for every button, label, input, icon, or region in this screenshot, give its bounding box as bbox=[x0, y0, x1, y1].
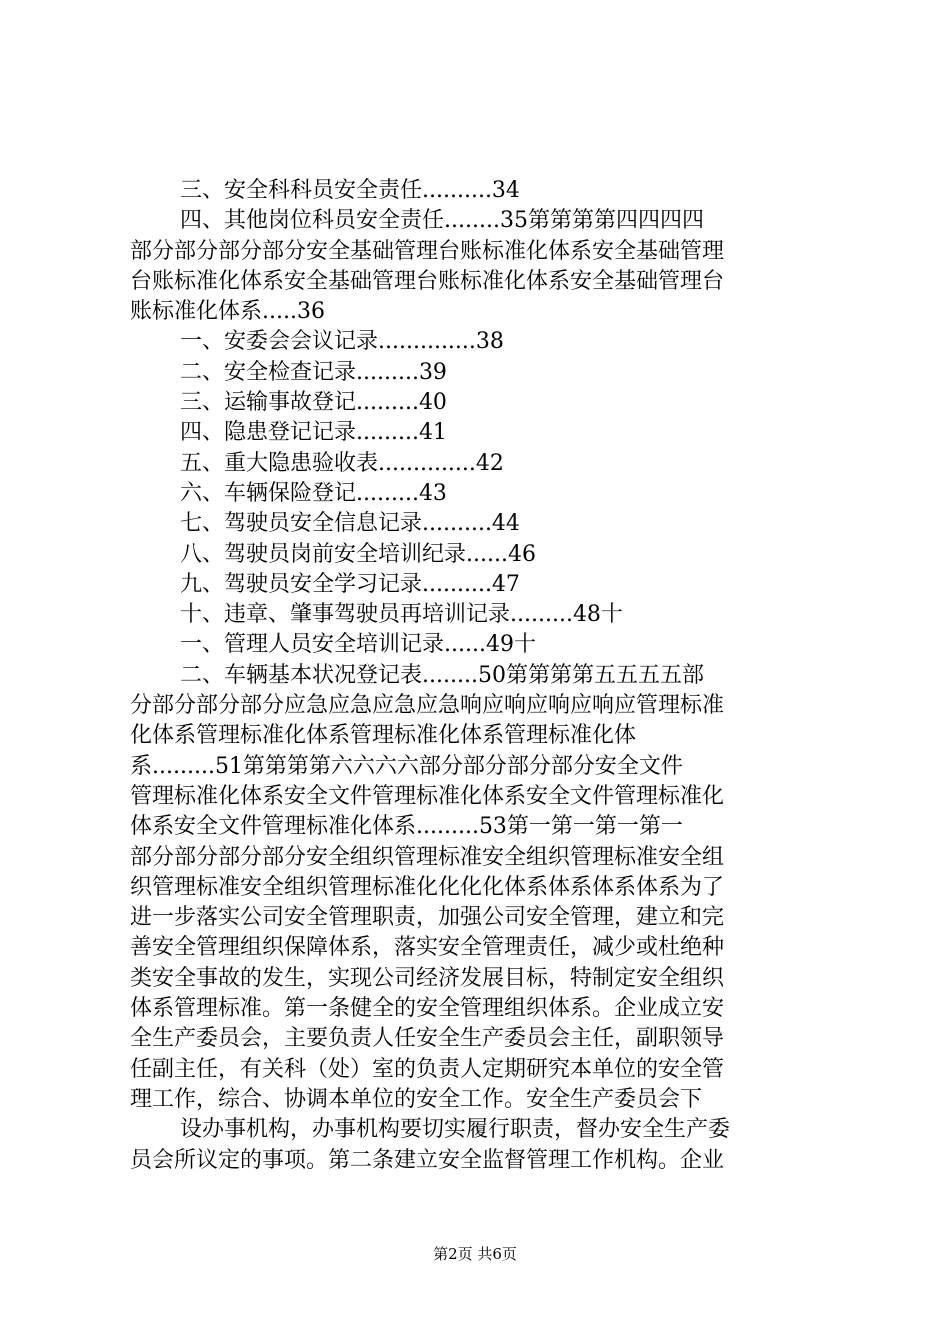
text-line: 十、违章、肇事驾驶员再培训记录.........48十 bbox=[180, 602, 623, 628]
text-line: 账标准化体系.....36 bbox=[130, 299, 325, 325]
text-line: 四、其他岗位科员安全责任........35第第第第四四四四 bbox=[180, 208, 704, 234]
text-line: 九、驾驶员安全学习记录..........47 bbox=[180, 571, 520, 597]
text-line: 化体系管理标准化体系管理标准化体系管理标准化体 bbox=[130, 723, 637, 749]
text-line: 四、隐患登记记录.........41 bbox=[180, 420, 447, 446]
text-line: 二、安全检查记录.........39 bbox=[180, 359, 447, 385]
text-line: 分部分部分部分应急应急应急应急响应响应响应响应管理标准 bbox=[130, 693, 725, 719]
page-number-footer: 第2页 共6页 bbox=[433, 1245, 517, 1263]
text-line: 员会所议定的事项。第二条建立安全监督管理工作机构。企业 bbox=[130, 1147, 725, 1173]
text-line: 理工作，综合、协调本单位的安全工作。安全生产委员会下 bbox=[130, 1086, 703, 1112]
text-line: 三、安全科科员安全责任..........34 bbox=[180, 178, 520, 203]
text-line: 管理标准化体系安全文件管理标准化体系安全文件管理标准化 bbox=[130, 783, 725, 809]
text-line: 设办事机构，办事机构要切实履行职责，督办安全生产委 bbox=[180, 1117, 731, 1143]
text-line: 三、运输事故登记.........40 bbox=[180, 390, 447, 416]
document-body bbox=[130, 176, 830, 1176]
text-line: 任副主任，有关科（处）室的负责人定期研究本单位的安全管 bbox=[130, 1056, 725, 1082]
text-line: 部分部分部分部分安全基础管理台账标准化体系安全基础管理 bbox=[130, 238, 725, 264]
text-line: 一、安委会会议记录..............38 bbox=[180, 329, 504, 355]
text-line: 织管理标准安全组织管理标准化化化化体系体系体系体系为了 bbox=[130, 874, 725, 900]
text-line: 六、车辆保险登记.........43 bbox=[180, 480, 447, 506]
text-line: 进一步落实公司安全管理职责，加强公司安全管理，建立和完 bbox=[130, 905, 725, 931]
text-line: 五、重大隐患验收表..............42 bbox=[180, 450, 504, 476]
text-line: 七、驾驶员安全信息记录..........44 bbox=[180, 511, 520, 537]
text-line: 八、驾驶员岗前安全培训纪录......46 bbox=[180, 541, 536, 567]
text-line: 二、车辆基本状况登记表........50第第第第五五五五部 bbox=[180, 662, 704, 688]
text-line: 一、管理人员安全培训记录......49十 bbox=[180, 632, 536, 658]
text-line: 善安全管理组织保障体系，落实安全管理责任，减少或杜绝种 bbox=[130, 935, 725, 961]
text-line: 系.........51第第第第六六六六部分部分部分部分安全文件 bbox=[130, 753, 683, 779]
text-line: 台账标准化体系安全基础管理台账标准化体系安全基础管理台 bbox=[130, 268, 725, 294]
text-line: 全生产委员会，主要负责人任安全生产委员会主任，副职领导 bbox=[130, 1026, 725, 1052]
text-line: 类安全事故的发生，实现公司经济发展目标，特制定安全组织 bbox=[130, 965, 725, 991]
text-line: 部分部分部分部分安全组织管理标准安全组织管理标准安全组 bbox=[130, 844, 725, 870]
text-line: 体系安全文件管理标准化体系.........53第一第一第一第一 bbox=[130, 814, 683, 840]
text-line: 体系管理标准。第一条健全的安全管理组织体系。企业成立安 bbox=[130, 996, 725, 1022]
